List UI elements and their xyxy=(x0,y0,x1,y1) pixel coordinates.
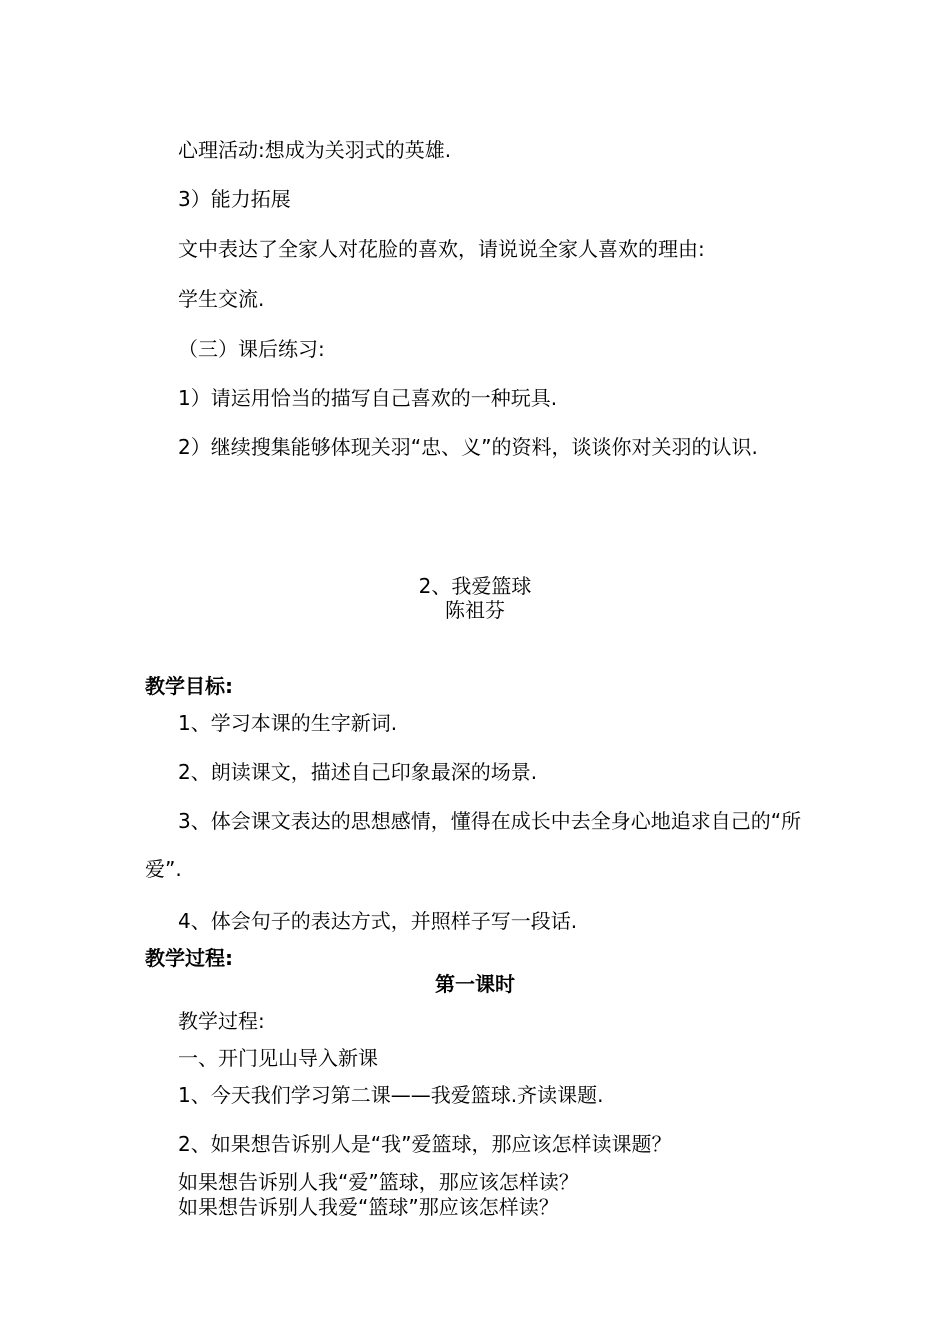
process-step-1: 一、开门见山导入新课 xyxy=(178,1046,378,1070)
goal-item-4: 4、体会句子的表达方式，并照样子写一段话. xyxy=(178,909,578,933)
paragraph-student-exchange: 学生交流. xyxy=(178,287,265,311)
goal-item-3: 3、体会课文表达的思想感情，懂得在成长中去全身心地追求自己的“所爱”. xyxy=(145,809,802,881)
lesson-title: 2、我爱篮球 xyxy=(418,574,532,598)
goals-heading: 教学目标: xyxy=(145,674,233,698)
paragraph-ability-extension: 3）能力拓展 xyxy=(178,187,291,211)
paragraph-after-class-practice: （三）课后练习: xyxy=(178,337,325,361)
goal-item-1: 1、学习本课的生字新词. xyxy=(178,711,398,735)
period-title: 第一课时 xyxy=(435,972,515,996)
paragraph-practice-item-2: 2）继续搜集能够体现关羽“忠、义”的资料，谈谈你对关羽的认识. xyxy=(178,435,758,459)
process-item-1: 1、今天我们学习第二课——我爱篮球.齐读课题. xyxy=(178,1083,604,1107)
paragraph-practice-item-1: 1）请运用恰当的描写自己喜欢的一种玩具. xyxy=(178,386,558,410)
process-item-4: 如果想告诉别人我爱“篮球”那应该怎样读？ xyxy=(178,1195,559,1219)
goal-item-2: 2、朗读课文，描述自己印象最深的场景. xyxy=(178,760,538,784)
paragraph-mental-activity: 心理活动:想成为关羽式的英雄. xyxy=(178,138,452,162)
paragraph-family-question: 文中表达了全家人对花脸的喜欢，请说说全家人喜欢的理由: xyxy=(178,237,705,261)
process-item-2: 2、如果想告诉别人是“我”爱篮球，那应该怎样读课题？ xyxy=(178,1132,672,1156)
process-heading: 教学过程: xyxy=(145,946,233,970)
lesson-author: 陈祖芬 xyxy=(445,598,505,622)
process-sub-heading: 教学过程: xyxy=(178,1009,265,1033)
process-item-3: 如果想告诉别人我“爱”篮球，那应该怎样读？ xyxy=(178,1170,579,1194)
